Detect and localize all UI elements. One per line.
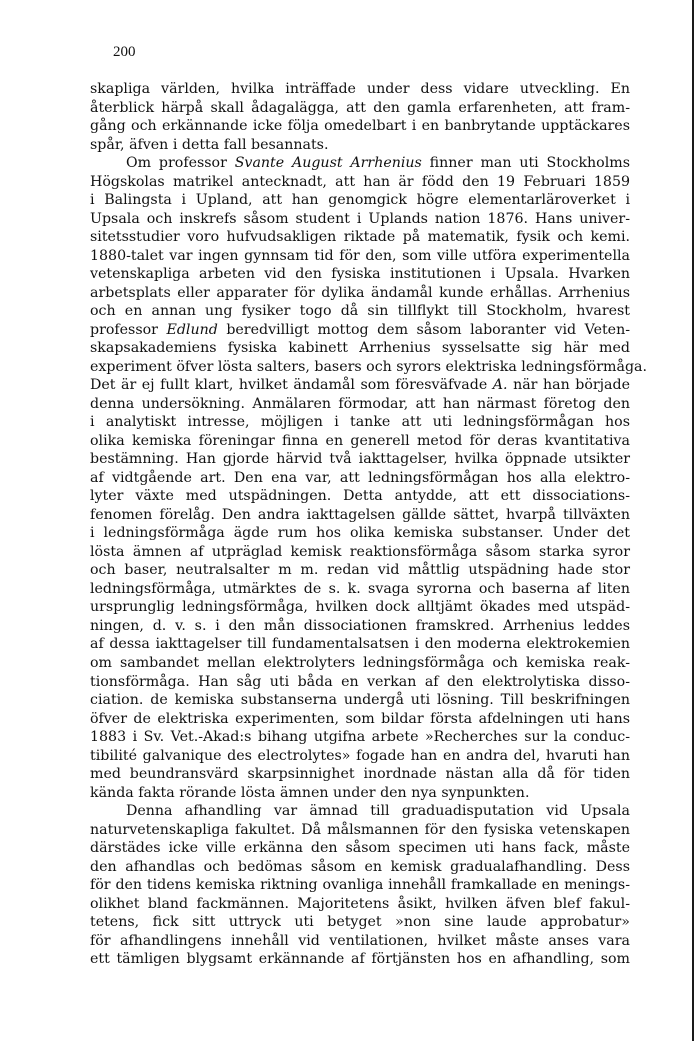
text-line: [90, 710, 630, 729]
text-line: [90, 691, 630, 710]
text-segment: gång och erkännande icke följa omedelbart i en banbrytande upptäckares: [90, 118, 630, 135]
text-segment: bestämning. Han gjorde härvid två iakttagelser, hvilka öppnade utsikter: [90, 451, 630, 468]
text-segment: tetens, fick sitt uttryck uti betyget »non sine laude approbatur»: [90, 914, 630, 931]
text-line: [90, 543, 630, 562]
text-segment: 1880-talet var ingen gynnsam tid för den, som ville utföra experimentella: [90, 247, 630, 264]
text-line: [90, 358, 648, 377]
italic-name: A.: [492, 377, 508, 394]
text-line: [90, 765, 630, 784]
text-segment: med beundransvärd skarpsinnighet inordnade nästan alla då för tiden: [90, 766, 630, 783]
text-line: [90, 839, 630, 858]
text-segment: experiment öfver lösta salters, basers och syrors elektriska ledningsförmåga.: [90, 358, 648, 375]
text-line: [90, 876, 630, 895]
text-line: [90, 524, 630, 543]
text-line: [90, 247, 630, 266]
text-line: [90, 376, 630, 395]
text-segment: Det är ej fullt klart, hvilket ändamål som föresväfvade: [90, 377, 493, 394]
text-segment: ursprunglig ledningsförmåga, hvilken dock alltjämt ökades med utspäd-: [90, 599, 630, 616]
text-segment: 1883 i Sv. Vet.-Akad:s bihang utgifna arbete »Recherches sur la conduc-: [90, 729, 630, 746]
text-segment: tibilité galvanique des electrolytes» fogade han en andra del, hvaruti han: [90, 747, 630, 764]
text-segment: olika kemiska föreningar finna en generell metod för deras kvantitativa: [90, 432, 630, 449]
text-segment: i analytiskt intresse, möjligen i tanke att uti ledningsförmågan hos: [90, 414, 630, 431]
text-segment: den afhandlas och bedömas såsom en kemisk gradualafhandling. Dess: [90, 858, 630, 875]
text-line: [90, 413, 630, 432]
text-line: [90, 950, 630, 969]
text-line: [90, 173, 630, 192]
text-line: [90, 598, 630, 617]
text-line: [90, 191, 630, 210]
page-edge-rule: [692, 0, 694, 1041]
text-segment: finner man uti Stockholms: [421, 155, 630, 172]
text-segment: spår, äfven i detta fall besannats.: [90, 136, 329, 153]
text-segment: skapliga världen, hvilka inträffade under dess vidare utveckling. En: [90, 81, 630, 97]
text-segment: ett tämligen blygsamt erkännande af förtjänsten hos en afhandling, som: [90, 951, 630, 968]
text-segment: beredvilligt mottog dem såsom laboranter vid Veten-: [217, 321, 630, 338]
text-line: [90, 635, 630, 654]
text-segment: vetenskapliga arbeten vid den fysiska institutionen i Upsala. Hvarken: [90, 266, 630, 283]
text-segment: lyter växte med utspädningen. Detta antydde, att ett dissociations-: [90, 488, 630, 505]
text-line: [90, 432, 630, 451]
text-line: [90, 469, 630, 488]
text-segment: Om professor: [126, 155, 235, 172]
text-line: [90, 728, 630, 747]
text-segment: af dessa iakttagelser till fundamentalsatsen i den moderna elektrokemien: [90, 636, 630, 653]
text-line: [90, 228, 630, 247]
text-line: [90, 747, 630, 766]
text-line: [90, 321, 630, 340]
text-line: [90, 117, 630, 136]
text-line: [90, 654, 630, 673]
text-line: [90, 99, 630, 118]
text-line: [90, 136, 630, 155]
text-line: [90, 154, 630, 173]
text-segment: och baser, neutralsalter m m. redan vid måttlig utspädning hade stor: [90, 562, 630, 579]
text-line: [90, 802, 630, 821]
page-number: 200: [113, 44, 136, 60]
text-line: [90, 617, 630, 636]
text-line: [90, 395, 630, 414]
text-line: [90, 210, 630, 229]
text-line: [90, 339, 630, 358]
text-segment: för afhandlingens innehåll vid ventilationen, hvilket måste anses vara: [90, 932, 630, 949]
text-segment: arbetsplats eller apparater för dylika ändamål kunde erhållas. Arrhenius: [90, 284, 630, 301]
text-segment: för den tidens kemiska riktning ovanliga innehåll framkallade en menings-: [90, 877, 630, 894]
text-segment: kända fakta rörande lösta ämnen under den nya synpunkten.: [90, 784, 530, 801]
text-line: [90, 932, 630, 951]
text-segment: olikhet bland fackmännen. Majoritetens åsikt, hvilken äfven blef fakul-: [90, 895, 630, 912]
text-segment: af vidtgående art. Den ena var, att ledningsförmågan hos alla elektro-: [90, 469, 630, 486]
text-segment: om sambandet mellan elektrolyters ledningsförmåga och kemiska reak-: [90, 654, 630, 671]
italic-name: Svante August Arrhenius: [234, 155, 422, 172]
text-segment: skapsakademiens fysiska kabinett Arrhenius sysselsatte sig här med: [90, 340, 630, 357]
italic-name: Edlund: [166, 321, 218, 338]
text-segment: ciation. de kemiska substanserna undergå uti lösning. Till beskrifningen: [90, 692, 630, 709]
text-segment: Högskolas matrikel antecknadt, att han är född den 19 Februari 1859: [90, 173, 630, 190]
text-segment: i ledningsförmåga ägde rum hos olika kemiska substanser. Under det: [90, 525, 630, 542]
text-segment: när han började: [507, 377, 630, 394]
text-line: [90, 580, 630, 599]
text-segment: Upsala och inskrefs såsom student i Uplands nation 1876. Hans univer-: [90, 210, 630, 227]
text-line: [90, 80, 630, 99]
text-line: [90, 450, 630, 469]
text-segment: fenomen förelåg. Den andra iakttagelsen gällde sättet, hvarpå tillväxten: [90, 506, 630, 523]
text-line: [90, 487, 630, 506]
text-line: [90, 302, 630, 321]
text-line: [90, 858, 630, 877]
text-segment: ledningsförmåga, utmärktes de s. k. svaga syrorna och baserna af liten: [90, 580, 630, 597]
text-segment: därstädes icke ville erkänna den såsom specimen uti hans fack, måste: [90, 840, 630, 857]
text-segment: och en annan ung fysiker togo då sin tillflykt till Stockholm, hvarest: [90, 303, 630, 320]
text-segment: denna undersökning. Anmälaren förmodar, att han närmast företog den: [90, 395, 630, 412]
text-line: [90, 265, 630, 284]
text-line: [90, 784, 630, 803]
text-line: [90, 506, 630, 525]
text-segment: Denna afhandling var ämnad till graduadisputation vid Upsala: [126, 803, 630, 820]
text-segment: ningen, d. v. s. i den mån dissociationen framskred. Arrhenius leddes: [90, 617, 630, 634]
text-segment: professor: [90, 321, 167, 338]
text-segment: öfver de elektriska experimenten, som bildar första afdelningen uti hans: [90, 710, 630, 727]
text-segment: lösta ämnen af utpräglad kemisk reaktionsförmåga såsom starka syror: [90, 543, 630, 560]
text-segment: tionsförmåga. Han såg uti båda en verkan af den elektrolytiska disso-: [90, 673, 630, 690]
text-line: [90, 284, 630, 303]
text-line: [90, 895, 630, 914]
text-line: [90, 821, 630, 840]
body-text: [90, 80, 648, 969]
text-line: [90, 673, 630, 692]
text-segment: naturvetenskapliga fakultet. Då målsmannen för den fysiska vetenskapen: [90, 821, 630, 838]
text-segment: i Balingsta i Upland, att han genomgick högre elementarläroverket i: [90, 192, 630, 209]
text-segment: sitetsstudier voro hufvudsakligen riktade på matematik, fysik och kemi.: [90, 229, 630, 246]
text-segment: återblick härpå skall ådagalägga, att den gamla erfarenheten, att fram-: [90, 99, 630, 116]
text-line: [90, 913, 630, 932]
text-line: [90, 561, 630, 580]
